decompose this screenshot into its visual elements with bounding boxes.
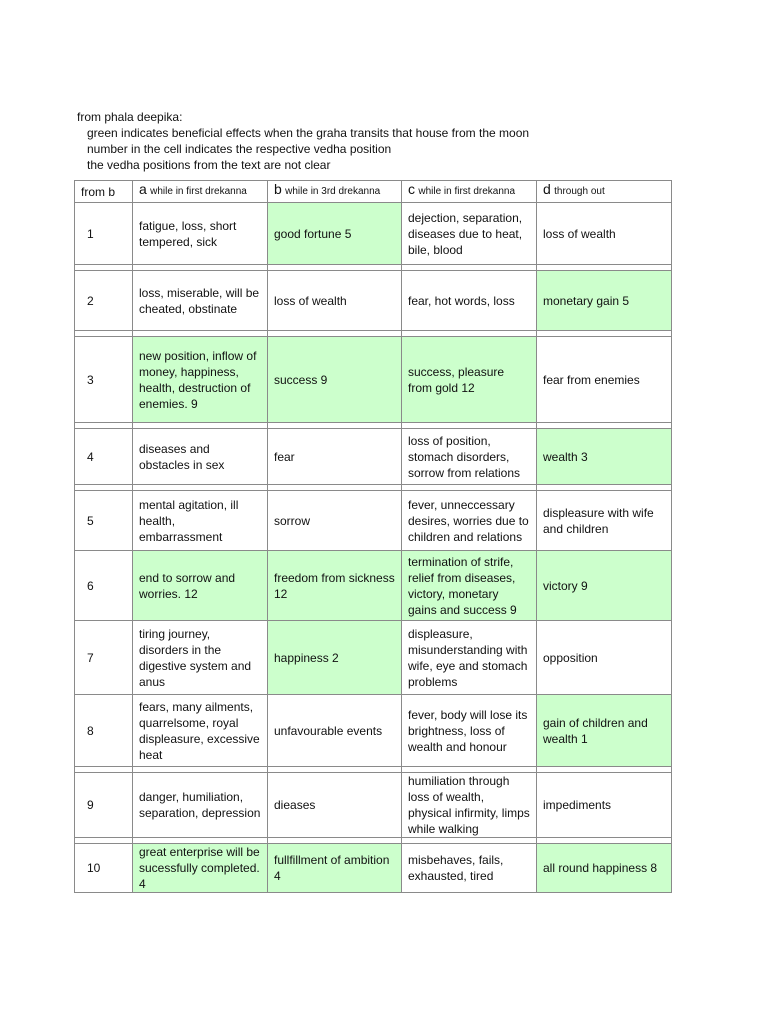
cell-b: fullfillment of ambition 4 — [268, 844, 402, 893]
cell-b: freedom from sickness 12 — [268, 551, 402, 621]
cell-c: misbehaves, fails, exhausted, tired — [402, 844, 537, 893]
cell-b: dieases — [268, 773, 402, 838]
cell-d: loss of wealth — [537, 203, 672, 265]
cell-c: fever, body will lose its brightness, loss of wealth and honour — [402, 695, 537, 767]
header-col-b: b while in 3rd drekanna — [268, 181, 402, 203]
row-number: 1 — [75, 203, 133, 265]
header-row — [75, 181, 672, 203]
row-number: 7 — [75, 621, 133, 695]
cell-b: fear — [268, 429, 402, 485]
cell-c: fear, hot words, loss — [402, 271, 537, 331]
table-row — [75, 773, 672, 838]
table-row — [75, 337, 672, 423]
row-number: 2 — [75, 271, 133, 331]
vedha-table — [74, 180, 672, 893]
cell-a: danger, humiliation, separation, depression — [133, 773, 268, 838]
row-number: 9 — [75, 773, 133, 838]
cell-a: new position, inflow of money, happiness, health, destruction of enemies. 9 — [133, 337, 268, 423]
row-number: 8 — [75, 695, 133, 767]
cell-d: gain of children and wealth 1 — [537, 695, 672, 767]
cell-d: victory 9 — [537, 551, 672, 621]
cell-a: fatigue, loss, short tempered, sick — [133, 203, 268, 265]
intro-line-unclear: the vedha positions from the text are not clear — [87, 158, 331, 172]
cell-c: fever, unneccessary desires, worries due to children and relations — [402, 491, 537, 551]
cell-b: sorrow — [268, 491, 402, 551]
cell-b: unfavourable events — [268, 695, 402, 767]
intro-block — [77, 109, 529, 173]
row-number: 10 — [75, 844, 133, 893]
cell-c: success, pleasure from gold 12 — [402, 337, 537, 423]
cell-d: impediments — [537, 773, 672, 838]
cell-b: loss of wealth — [268, 271, 402, 331]
row-number: 5 — [75, 491, 133, 551]
header-col-a: a while in first drekanna — [133, 181, 268, 203]
cell-a: mental agitation, ill health, embarrassment — [133, 491, 268, 551]
cell-d: opposition — [537, 621, 672, 695]
row-number: 3 — [75, 337, 133, 423]
cell-c: loss of position, stomach disorders, sorrow from relations — [402, 429, 537, 485]
table-row — [75, 844, 672, 893]
table-row — [75, 491, 672, 551]
cell-a: loss, miserable, will be cheated, obstinate — [133, 271, 268, 331]
table-row — [75, 429, 672, 485]
intro-line-number: number in the cell indicates the respective vedha position — [87, 142, 392, 156]
header-corner: from b — [75, 181, 133, 203]
cell-a: end to sorrow and worries. 12 — [133, 551, 268, 621]
cell-b: happiness 2 — [268, 621, 402, 695]
header-col-c: c while in first drekanna — [402, 181, 537, 203]
cell-a: diseases and obstacles in sex — [133, 429, 268, 485]
table-row — [75, 203, 672, 265]
cell-d: all round happiness 8 — [537, 844, 672, 893]
cell-b: success 9 — [268, 337, 402, 423]
row-number: 4 — [75, 429, 133, 485]
cell-c: termination of strife, relief from diseases, victory, monetary gains and success 9 — [402, 551, 537, 621]
cell-d: wealth 3 — [537, 429, 672, 485]
intro-title: from phala deepika: — [77, 110, 183, 124]
header-col-d: d through out — [537, 181, 672, 203]
cell-a: tiring journey, disorders in the digestive system and anus — [133, 621, 268, 695]
cell-c: displeasure, misunderstanding with wife, eye and stomach problems — [402, 621, 537, 695]
table-row — [75, 621, 672, 695]
cell-d: fear from enemies — [537, 337, 672, 423]
table-row — [75, 271, 672, 331]
cell-d: monetary gain 5 — [537, 271, 672, 331]
cell-a: great enterprise will be sucessfully completed. 4 — [133, 844, 268, 893]
cell-c: humiliation through loss of wealth, physical infirmity, limps while walking — [402, 773, 537, 838]
cell-a: fears, many ailments, quarrelsome, royal displeasure, excessive heat — [133, 695, 268, 767]
table-row — [75, 551, 672, 621]
intro-line-green: green indicates beneficial effects when the graha transits that house from the moon — [87, 126, 530, 140]
row-number: 6 — [75, 551, 133, 621]
cell-b: good fortune 5 — [268, 203, 402, 265]
cell-c: dejection, separation, diseases due to heat, bile, blood — [402, 203, 537, 265]
cell-d: displeasure with wife and children — [537, 491, 672, 551]
table-row — [75, 695, 672, 767]
table-body — [75, 203, 672, 893]
